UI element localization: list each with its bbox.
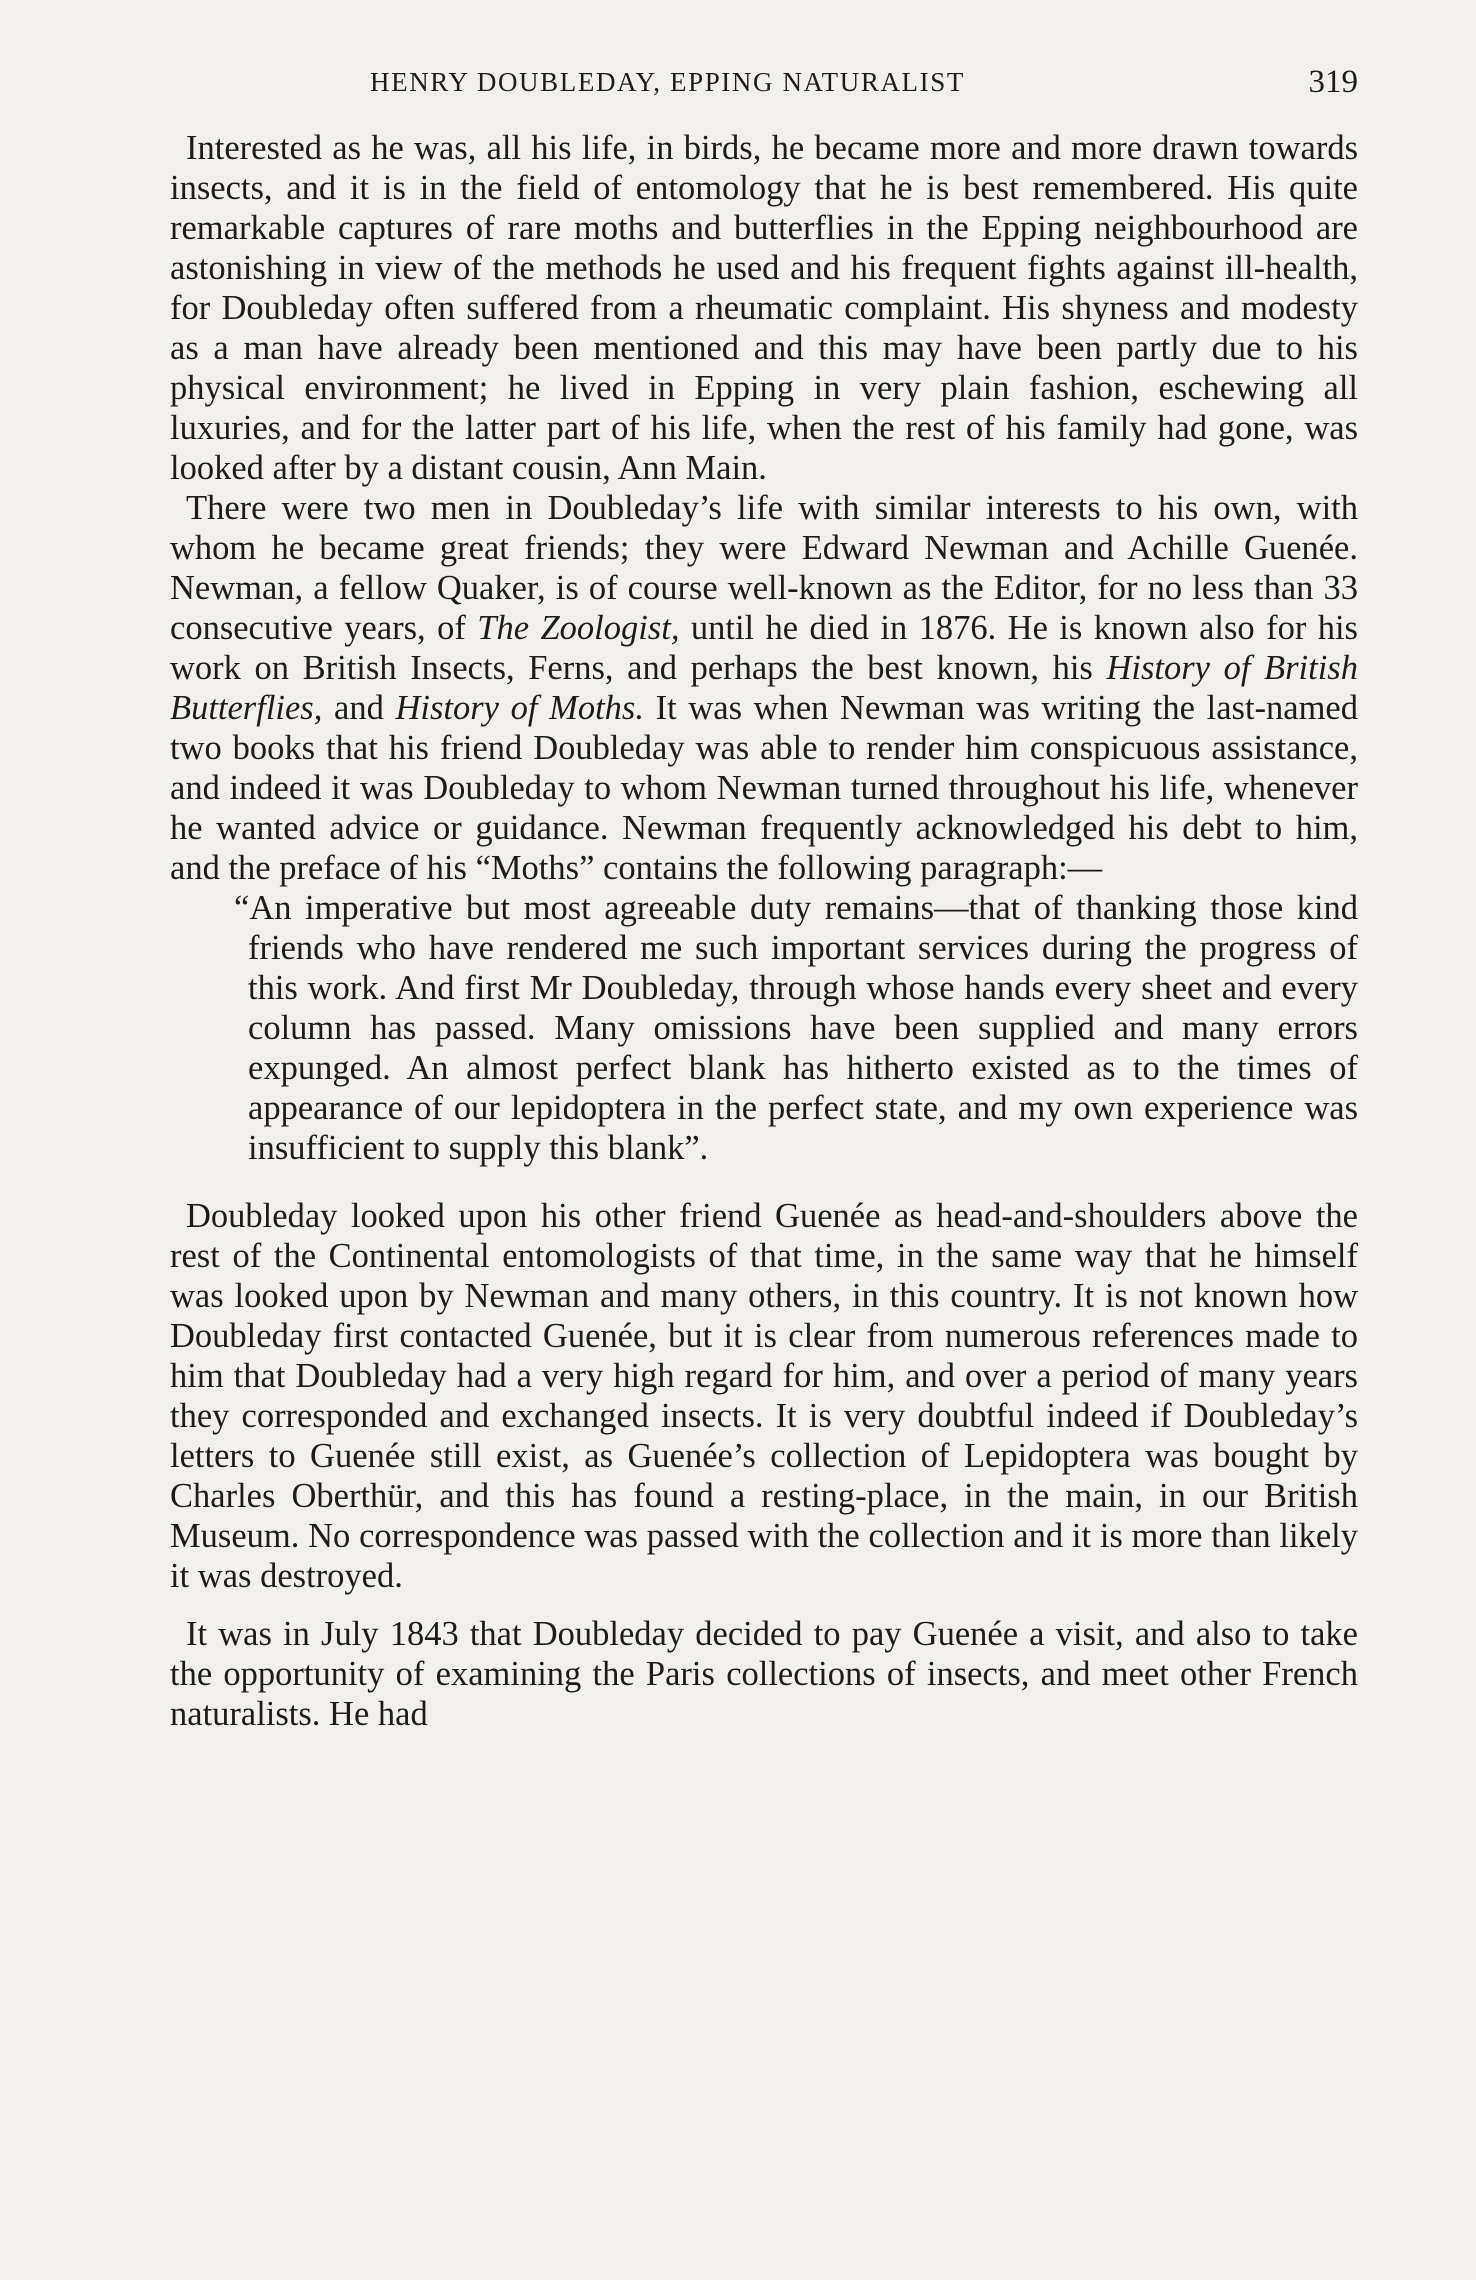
paragraph-2-part-d: It was when Newman was writing the last-named two books that his friend Doubleday was able to render him conspicuous assistance, and indeed it was Doubleday to whom Newman turned throughout his life, whenever he wanted advice or guidance. Newman frequently acknowledged his debt to him, and the preface of his “Moths” contains the following paragraph:— (170, 689, 1358, 887)
paragraph-2-part-c: and (322, 689, 396, 727)
block-quote: “An imperative but most agreeable duty remains—that of thanking those kind friends who have rendered me such important services during the progress of this work. And first Mr Doubleday, through whose hands every sheet and every column has passed. Many omissions have been supplied and many errors expunged. An almost perfect blank has hitherto existed as to the times of appearance of our lepidoptera in the perfect state, and my own experience was insufficient to supply this blank”. (234, 889, 1358, 1167)
paragraph-spacer (170, 1596, 1358, 1614)
paragraph-1: Interested as he was, all his life, in birds, he became more and more drawn towards insects, and it is in the field of entomology that he is best remembered. His quite remarkable captures of rare moths and butterflies in the Epping neighbourhood are astonishing in view of the methods he used and his frequent fights against ill-health, for Doubleday often suffered from a rheumatic complaint. His shyness and modesty as a man have already been mentioned and this may have been partly due to his physical environment; he lived in Epping in very plain fashion, eschewing all luxuries, and for the latter part of his life, when the rest of his family had gone, was looked after by a distant cousin, Ann Main. (170, 129, 1358, 487)
title-history-of-british-butterflies: History of British Butterflies, (170, 649, 1358, 727)
page-header (170, 60, 1358, 104)
paragraph-2 (170, 488, 1358, 888)
paragraph-2-part-a: There were two men in Doubleday’s life with similar interests to his own, with whom he became great friends; they were Edward Newman and Achille Guenée. Newman, a fellow Quaker, is of course well-known as the Editor, for no less than 33 consecutive years, of (170, 489, 1358, 647)
paragraph-3: Doubleday looked upon his other friend Guenée as head-and-shoulders above the rest of the Continental entomologists of that time, in the same way that he himself was looked upon by Newman and many others, in this country. It is not known how Doubleday first contacted Guenée, but it is clear from numerous references made to him that Doubleday had a very high regard for him, and over a period of many years they corresponded and exchanged insects. It is very doubtful indeed if Doubleday’s letters to Guenée still exist, as Guenée’s collection of Lepidoptera was bought by Charles Oberthür, and this has found a resting-place, in the main, in our British Museum. No correspondence was passed with the collection and it is more than likely it was destroyed. (170, 1197, 1358, 1595)
paragraph-4: It was in July 1843 that Doubleday decided to pay Guenée a visit, and also to take the opportunity of examining the Paris collections of insects, and meet other French naturalists. He had (170, 1615, 1358, 1733)
paragraph-2-part-b: until he died in 1876. He is known also for his work on British Insects, Ferns, and perhaps the best known, his (170, 609, 1358, 687)
title-history-of-moths: History of Moths. (395, 689, 644, 727)
body-text (170, 128, 1358, 1734)
running-head: HENRY DOUBLEDAY, EPPING NATURALIST (370, 67, 965, 97)
paragraph-spacer (170, 1168, 1358, 1196)
page-number: 319 (1308, 64, 1358, 100)
title-the-zoologist: The Zoologist, (477, 609, 680, 647)
